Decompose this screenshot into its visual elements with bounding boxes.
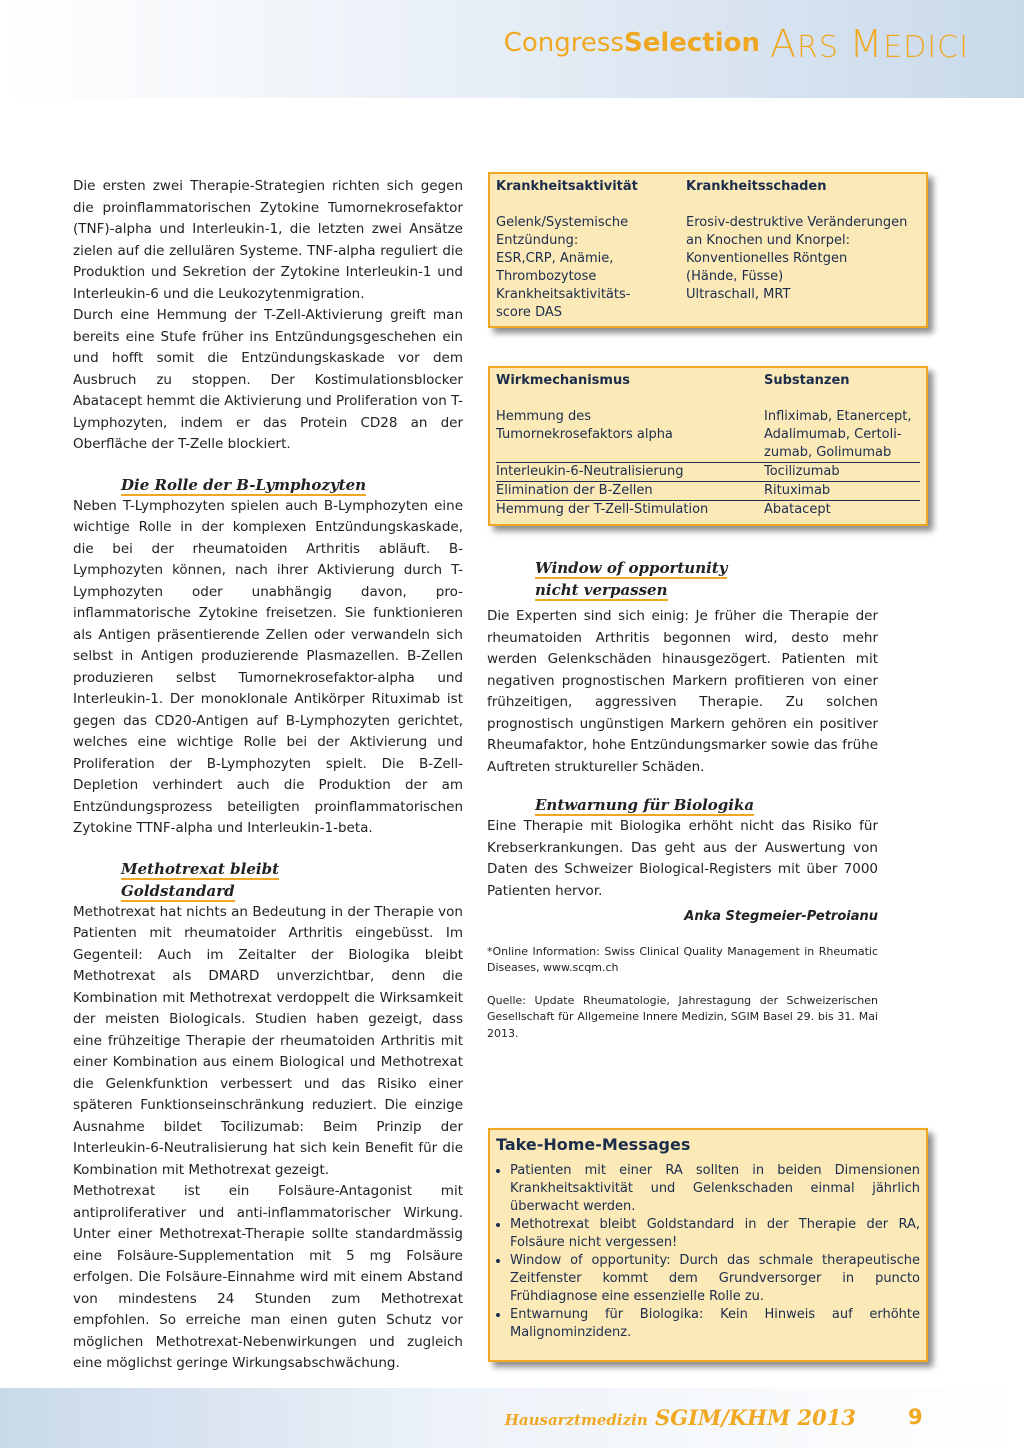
left-column <box>73 176 463 1375</box>
paragraph: Eine Therapie mit Biologika erhöht nicht das Risiko für Krebserkrankungen. Das geht aus der Auswertung von Daten des Schweizer Biological-Registers mit über 7000 Patienten hervor. <box>487 818 878 899</box>
paragraph: Durch eine Hemmung der T-Zell-Aktivierung greift man bereits eine Stufe früher ins Entzündungsgeschehen ein und hofft somit die Entzündungskaskade vor dem Ausbruch zu stoppen. Der Kostimulationsblocker Abatacept hemmt die Aktivierung und Proliferation von T-Lymphozyten, indem er das Protein CD28 an der Oberfläche der T-Zelle blockiert. <box>73 307 463 452</box>
paragraph: Methotrexat hat nichts an Bedeutung in der Therapie von Patienten mit rheumatoider Arthritis eingebüsst. Im Gegenteil: Auch im Zeitalter der Biologika bleibt Methotrexat als DMARD unverzichtbar, denn die Kombination mit Methotrexat verdoppelt die Wirksamkeit der meisten Biologicals. Studien haben gezeigt, dass eine frühzeitige Therapie der rheumatoiden Arthritis mit einer Kombination aus einem Biological und Methotrexat die Gelenkfunktion verbessert und das Risiko einer späteren Funktionseinschränkung reduziert. Die einzige Ausnahme bildet Tocilizumab: Beim Prinzip der Interleukin-6-Neutralisierung hat sich kein Benefit für die Kombination mit Methotrexat gezeigt. <box>73 903 463 1178</box>
list-item: • Entwarnung für Biologika: Kein Hinweis auf erhöhte Malignominzidenz. <box>510 1306 920 1342</box>
table-cell: Erosiv-destruktive Veränderungen an Knochen und Knorpel: Konventionelles Röntgen (Hände, Füsse) Ultraschall, MRT <box>686 215 908 302</box>
list-item: • Patienten mit einer RA sollten in beiden Dimensionen Krankheitsaktivität und Gelenkschaden einmal jährlich überwacht werden. <box>510 1162 920 1216</box>
list-item: • Window of opportunity: Durch das schmale therapeutische Zeitfenster kommt dem Grundversorger in puncto Frühdiagnose eine essenzielle Rolle zu. <box>510 1252 920 1306</box>
section-heading: Entwarnung für Biologika <box>535 796 755 814</box>
table-row: Interleukin-6-Neutralisierung Tocilizumab <box>496 462 920 481</box>
disease-table <box>488 172 928 328</box>
source-note: Quelle: Update Rheumatologie, Jahrestagung der Schweizerischen Gesellschaft für Allgemeine Innere Medizin, SGIM Basel 29. bis 31. Mai 2013. <box>487 993 878 1040</box>
section-heading: Window of opportunity nicht verpassen <box>535 559 728 599</box>
table-header: Krankheitsschaden <box>686 179 827 194</box>
table-row: Hemmung des Tumornekrosefaktors alpha Infliximab, Etanercept, Adalimumab, Certoli- zumab, Golimumab <box>496 409 912 460</box>
paragraph: Die ersten zwei Therapie-Strategien richten sich gegen die proinflammatorischen Zytokine Tumornekrosefaktor (TNF)-alpha und Interleukin-1, die letzten zwei Ansätze zielen auf die zellulären Systeme. TNF-alpha reguliert die Produktion und Sekretion der Zytokine Interleukin-1 und Interleukin-6 und die Leukozytenmigration. <box>73 178 463 302</box>
table-header: Krankheitsaktivität <box>496 179 638 194</box>
window-heading-wrap <box>487 557 878 601</box>
table-header: Wirkmechanismus <box>496 373 630 388</box>
footer-title: Hausarztmedizin SGIM/KHM 2013 <box>504 1405 856 1430</box>
table-cell: Gelenk/Systemische Entzündung: ESR,CRP, Anämie, Thrombozytose Krankheitsaktivitäts- score DAS <box>496 215 631 320</box>
paragraph: Neben T-Lymphozyten spielen auch B-Lymphozyten eine wichtige Rolle in der komplexen Entzündungskaskade, die bei der rheumatoiden Arthritis abläuft. B-Lymphozyten können, nach ihrer Aktivierung durch T-Lymphozyten oder unabhängig davon, pro-inflammatorische Zytokine freisetzen. Sie funktionieren als Antigen präsentierende Zellen oder verwandeln sich selbst in Antigen produzierende Plasmazellen. B-Zellen produzieren selbst Tumornekrosefaktor-alpha und Interleukin-1. Der monoklonale Antikörper Rituximab ist gegen das CD20-Antigen auf B-Lymphozyten gerichtet, welches eine wichtige Rolle bei der Aktivierung und Proliferation der B-Lymphozyten spielt. Die B-Zell-Depletion verhindert auch die Produktion der am Entzündungsprozess beteiligten proinflammatorischen Zytokine TTNF-alpha und Interleukin-1-beta. <box>73 497 463 836</box>
ars-medici-logo: ARS MEDICI <box>770 22 969 66</box>
mechanism-table <box>488 366 928 526</box>
author: Anka Stegmeier-Petroianu <box>684 909 878 924</box>
congress-selection-title: CongressSelection <box>503 28 760 58</box>
section-heading: Methotrexat bleibt Goldstandard <box>121 859 280 900</box>
paragraph: Methotrexat ist ein Folsäure-Antagonist mit antiproliferativer und anti-inflammatorischer Wirkung. Unter einer Methotrexat-Therapie sollte standardmässig eine Folsäure-Supplementation mit 5 mg Folsäure erfolgen. Die Folsäure-Einnahme wird mit einem Abstand von mindestens 24 Stunden zum Methotrexat empfohlen. So erreiche man einen guten Schutz vor möglichen Methotrexat-Nebenwirkungen und zugleich eine möglichst geringe Wirkungsabschwächung. <box>73 1183 463 1371</box>
table-header: Substanzen <box>764 373 850 388</box>
right-column <box>487 606 878 1042</box>
list-item: • Methotrexat bleibt Goldstandard in der Therapie der RA, Folsäure nicht vergessen! <box>510 1216 920 1252</box>
take-home-box <box>488 1128 928 1362</box>
take-home-title: Take-Home-Messages <box>496 1135 691 1154</box>
section-heading: Die Rolle der B-Lymphozyten <box>121 475 367 494</box>
table-row: Elimination der B-Zellen Rituximab <box>496 481 920 500</box>
table-row: Hemmung der T-Zell-Stimulation Abatacept <box>496 500 920 519</box>
paragraph: Die Experten sind sich einig: Je früher die Therapie der rheumatoiden Arthritis begonnen wird, desto mehr werden Gelenkschäden hinausgezögert. Patienten mit negativen prognostischen Markern profitieren von einer frühzeitigen, aggressiven Therapie. Zu solchen prognostisch ungünstigen Markern gehören ein positiver Rheumafaktor, hohe Entzündungsmarker sowie das frühe Auftreten struktureller Schäden. <box>487 608 878 775</box>
page-number: 9 <box>908 1405 923 1429</box>
footnote: *Online Information: Swiss Clinical Quality Management in Rheumatic Diseases, www.scqm.ch <box>487 944 878 974</box>
